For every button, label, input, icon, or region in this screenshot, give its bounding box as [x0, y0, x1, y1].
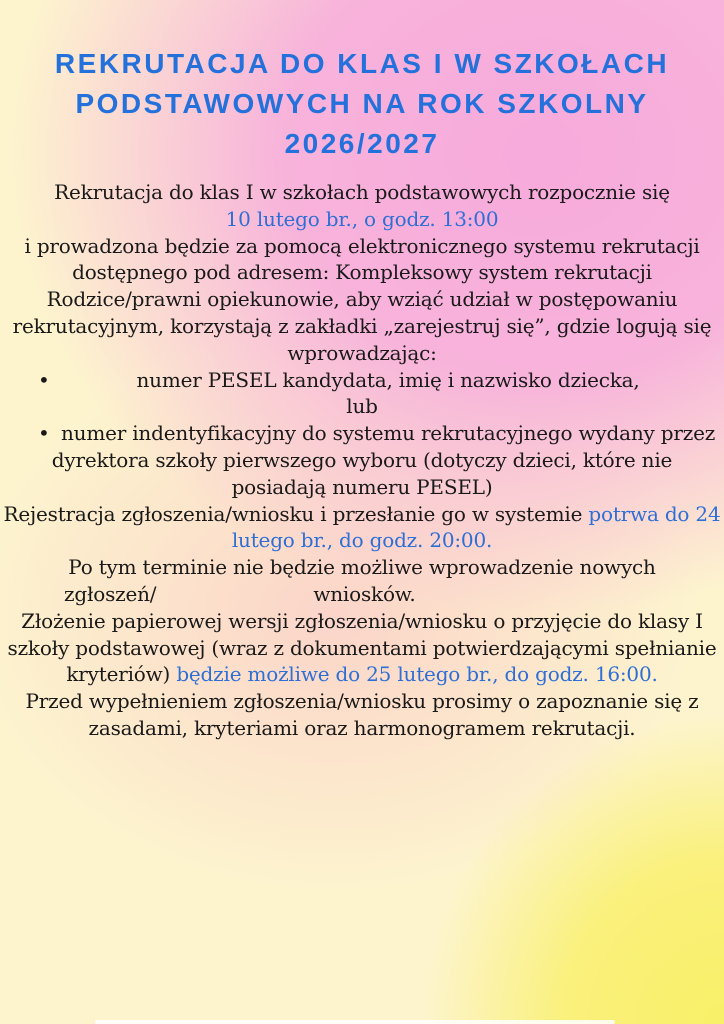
title-line-2: PODSTAWOWYCH NA ROK SZKOLNY: [75, 88, 649, 119]
body-line-4: dostępnego pod adresem: Kompleksowy system rekrutacji: [72, 260, 652, 285]
body-text: [0, 179, 724, 742]
title-line-1: REKRUTACJA DO KLAS I W SZKOŁACH: [54, 48, 670, 79]
body-line-18: szkoły podstawowej (wraz z dokumentami potwierdzającymi spełnianie: [7, 635, 717, 660]
body-line-7: wprowadzając:: [287, 340, 437, 365]
body-line-20: Przed wypełnieniem zgłoszenia/wniosku prosimy o zapoznanie się z: [25, 689, 699, 714]
bullet-item-pesel: [0, 367, 724, 394]
line-19-deadline-highlight: będzie możliwe do 25 lutego br., do godz. 16:00.: [176, 662, 658, 687]
bullet-icon: •: [38, 367, 50, 392]
line-19-black-part: kryteriów): [66, 662, 177, 687]
body-line-17: Złożenie papierowej wersji zgłoszenia/wniosku o przyjęcie do klasy I: [21, 608, 703, 633]
bullet-item-id-number: [0, 420, 724, 447]
body-line-13-mixed: [0, 501, 724, 528]
line-13-black-part: Rejestracja zgłoszenia/wniosku i przesłanie go w systemie: [3, 501, 589, 526]
body-line-1: Rekrutacja do klas I w szkołach podstawowych rozpocznie się: [54, 180, 670, 204]
body-line-14-deadline-highlight: lutego br., do godz. 20:00.: [231, 528, 493, 553]
body-line-16-split: [0, 581, 724, 608]
bullet-item-text: numer PESEL kandydata, imię i nazwisko dziecka,: [136, 367, 640, 392]
body-line-21: zasadami, kryteriami oraz harmonogramem rekrutacji.: [88, 715, 636, 740]
title-line-3: 2026/2027: [284, 128, 440, 159]
body-line-6: rekrutacyjnym, korzystają z zakładki „zarejestruj się”, gdzie logują się: [12, 313, 712, 338]
body-line-12: posiadają numeru PESEL): [231, 474, 493, 499]
body-line-2-date-highlight: 10 lutego br., o godz. 13:00: [225, 206, 499, 231]
body-line-5: Rodzice/prawni opiekunowie, aby wziąć udział w postępowaniu: [46, 287, 678, 312]
body-line-19-mixed: [0, 661, 724, 688]
page-title: [20, 44, 704, 164]
bullet-item-text: numer indentyfikacyjny do systemu rekrutacyjnego wydany przez: [60, 421, 716, 446]
body-line-9: lub: [346, 394, 378, 419]
body-line-15: Po tym terminie nie będzie możliwe wprowadzenie nowych: [68, 555, 656, 580]
line-13-deadline-highlight: potrwa do 24: [588, 501, 721, 526]
body-line-3: i prowadzona będzie za pomocą elektronicznego systemu rekrutacji: [24, 233, 700, 258]
body-line-11: dyrektora szkoły pierwszego wyboru (dotyczy dzieci, które nie: [51, 447, 673, 472]
bullet-icon: •: [38, 421, 50, 446]
line-16-right-part: wniosków.: [313, 581, 416, 606]
bottom-edge-highlight: [95, 1020, 615, 1024]
line-16-left-part: zgłoszeń/: [64, 581, 157, 606]
